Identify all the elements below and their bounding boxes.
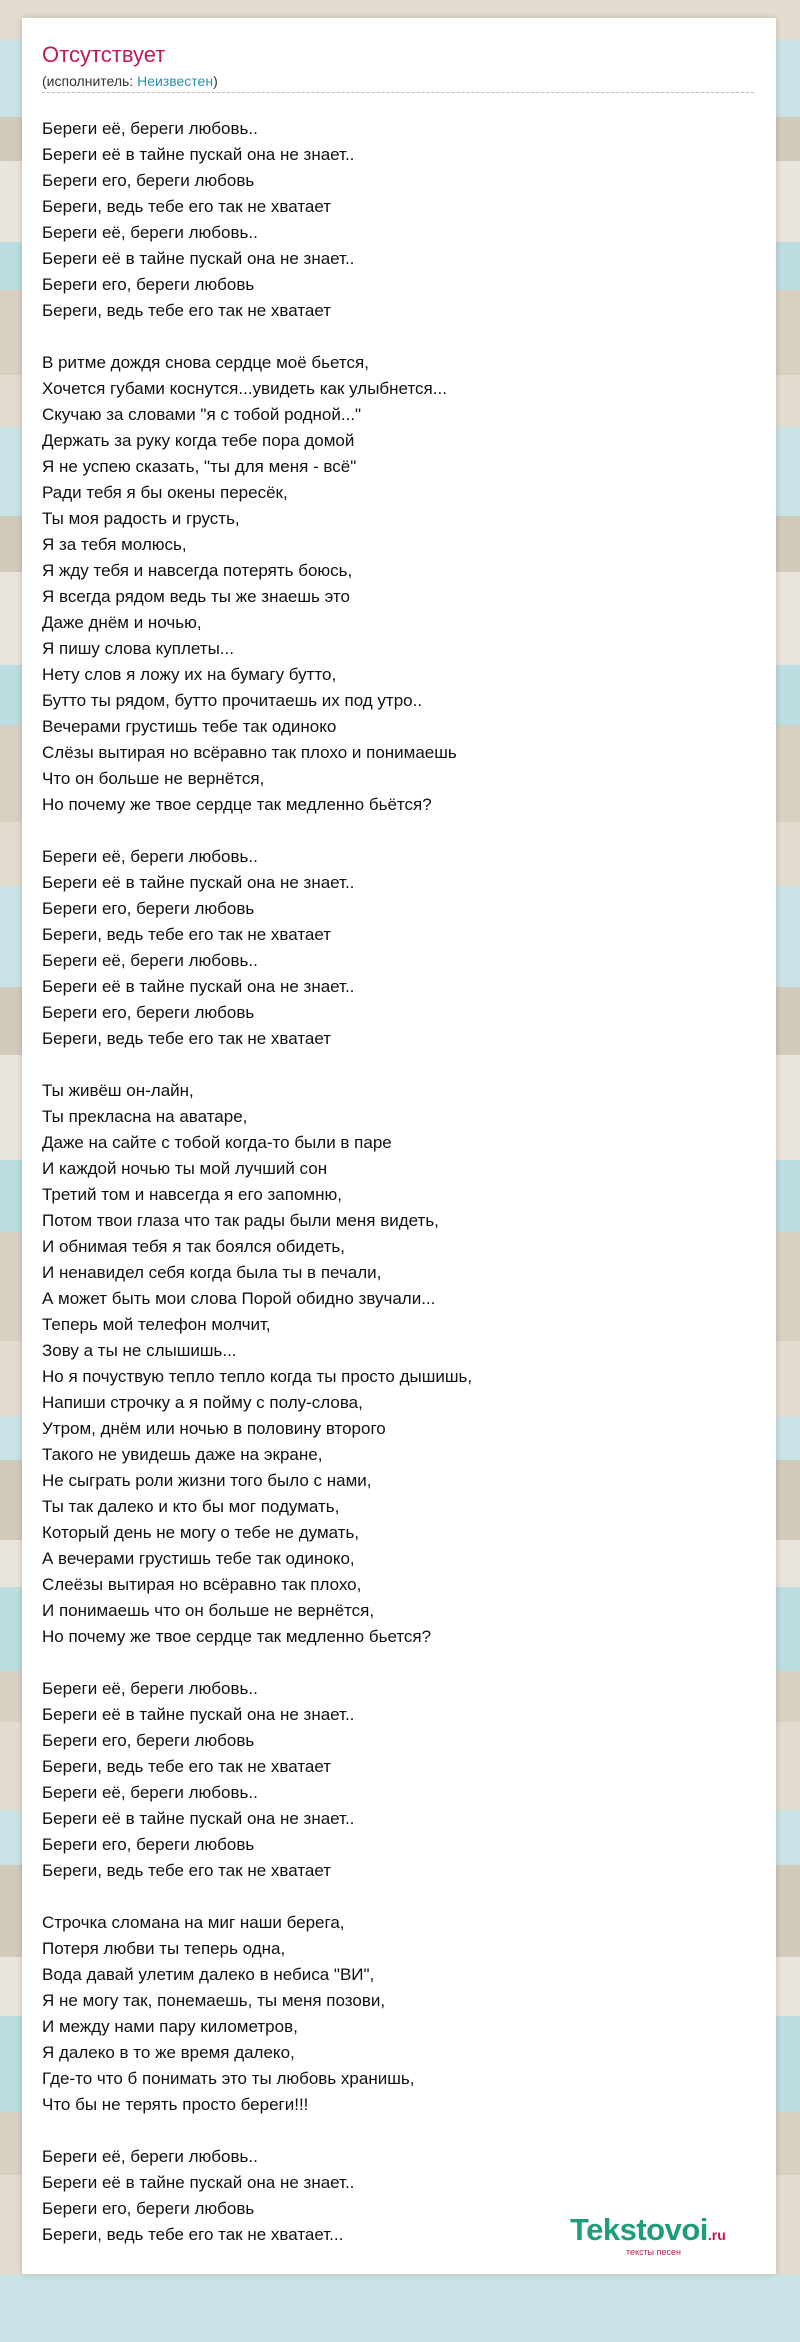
lyric-line: Но почему же твое сердце так медленно бьется? [42,1627,432,1646]
lyric-line: Береги её, береги любовь.. [42,951,258,970]
site-logo[interactable] [570,2212,770,2262]
lyric-line: Утром, днём или ночью в половину второго [42,1419,386,1438]
lyric-line: Береги её в тайне пускай она не знает.. [42,145,355,164]
lyric-line: Береги его, береги любовь [42,275,255,294]
lyric-line: Держать за руку когда тебе пора домой [42,431,355,450]
lyrics-card [22,18,776,2274]
title-divider [42,92,754,93]
lyric-line: Ты прекласна на аватаре, [42,1107,248,1126]
logo-wordmark: Tekstovoi [570,2212,708,2247]
lyric-line: Береги её в тайне пускай она не знает.. [42,1705,355,1724]
lyric-line: Береги, ведь тебе его так не хватает [42,301,332,320]
logo-tld: .ru [707,2227,726,2243]
song-title: Отсутствует [42,42,166,67]
lyric-line: Ради тебя я бы окены пересёк, [42,483,288,502]
lyrics-text [42,116,742,2248]
lyric-line: Слеёзы вытирая но всёравно так плохо, [42,1575,362,1594]
lyric-line: Ты моя радость и грусть, [42,509,240,528]
lyric-line: Береги её в тайне пускай она не знает.. [42,1809,355,1828]
lyric-line: Не сыграть роли жизни того было с нами, [42,1471,372,1490]
lyric-line: Я пишу слова куплеты... [42,639,234,658]
lyric-line: Береги её, береги любовь.. [42,1783,258,1802]
lyric-line: Вода давай улетим далеко в небиса "ВИ", [42,1965,375,1984]
lyric-line: Бутто ты рядом, бутто прочитаешь их под утро.. [42,691,423,710]
lyric-line: Береги, ведь тебе его так не хватает [42,197,332,216]
lyric-line: Нету слов я ложу их на бумагу бутто, [42,665,337,684]
lyric-line: Береги его, береги любовь [42,2199,255,2218]
lyric-line: Береги её в тайне пускай она не знает.. [42,873,355,892]
lyric-line: Но я почуствую тепло тепло когда ты просто дышишь, [42,1367,473,1386]
lyric-line: Береги её, береги любовь.. [42,119,258,138]
lyric-line: Я не могу так, понемаешь, ты меня позови, [42,1991,386,2010]
lyric-line: Я далеко в то же время далеко, [42,2043,295,2062]
lyric-line: А может быть мои слова Порой обидно звучали... [42,1289,436,1308]
lyric-line: Береги её в тайне пускай она не знает.. [42,977,355,996]
lyric-line: Даже днём и ночью, [42,613,202,632]
lyric-line: Третий том и навсегда я его запомню, [42,1185,342,1204]
lyric-line: Береги его, береги любовь [42,1731,255,1750]
lyric-line: И между нами пару километров, [42,2017,298,2036]
lyric-line: Береги его, береги любовь [42,899,255,918]
lyric-line: Потом твои глаза что так рады были меня видеть, [42,1211,439,1230]
lyric-line: Что он больше не вернётся, [42,769,265,788]
lyric-line: Береги, ведь тебе его так не хватает [42,1861,332,1880]
lyric-line: Береги её, береги любовь.. [42,847,258,866]
stanza [42,1078,742,1650]
lyric-line: Зову а ты не слышишь... [42,1341,237,1360]
lyric-line: Береги её, береги любовь.. [42,1679,258,1698]
lyric-line: Береги его, береги любовь [42,171,255,190]
lyric-line: Ты так далеко и кто бы мог подумать, [42,1497,340,1516]
lyric-line: В ритме дождя снова сердце моё бьется, [42,353,369,372]
lyric-line: Строчка сломана на миг наши берега, [42,1913,345,1932]
lyric-line: Слёзы вытирая но всёравно так плохо и понимаешь [42,743,457,762]
lyric-line: Береги его, береги любовь [42,1003,255,1022]
stanza [42,116,742,324]
lyric-line: Береги, ведь тебе его так не хватает... [42,2225,344,2244]
lyric-line: Потеря любви ты теперь одна, [42,1939,286,1958]
lyric-line: Я жду тебя и навсегда потерять боюсь, [42,561,353,580]
lyric-line: Напиши строчку а я пойму с полу-слова, [42,1393,363,1412]
lyric-line: Что бы не терять просто береги!!! [42,2095,309,2114]
stanza [42,1676,742,1884]
lyric-line: Который день не могу о тебе не думать, [42,1523,360,1542]
lyric-line: Вечерами грустишь тебе так одиноко [42,717,337,736]
lyric-line: Береги её в тайне пускай она не знает.. [42,249,355,268]
stanza [42,844,742,1052]
lyric-line: Скучаю за словами "я с тобой родной..." [42,405,362,424]
lyric-line: Береги её, береги любовь.. [42,2147,258,2166]
lyric-line: Где-то что б понимать это ты любовь хранишь, [42,2069,415,2088]
artist-link[interactable]: Неизвестен [137,73,214,89]
lyric-line: Ты живёш он-лайн, [42,1081,194,1100]
lyric-line: И понимаешь что он больше не вернётся, [42,1601,375,1620]
lyric-line: Береги его, береги любовь [42,1835,255,1854]
lyric-line: Такого не увидешь даже на экране, [42,1445,323,1464]
lyric-line: Я не успею сказать, "ты для меня - всё" [42,457,357,476]
artist-suffix: ) [213,73,218,89]
lyric-line: Береги, ведь тебе его так не хватает [42,925,332,944]
lyric-line: Береги, ведь тебе его так не хватает [42,1029,332,1048]
lyric-line: Береги, ведь тебе его так не хватает [42,1757,332,1776]
lyric-line: Я за тебя молюсь, [42,535,187,554]
stanza [42,1910,742,2118]
lyric-line: Но почему же твое сердце так медленно бьётся? [42,795,432,814]
logo-tagline: тексты песен [626,2247,682,2257]
lyric-line: Береги её в тайне пускай она не знает.. [42,2173,355,2192]
lyric-line: И обнимая тебя я так боялся обидеть, [42,1237,345,1256]
lyric-line: И ненавидел себя когда была ты в печали, [42,1263,382,1282]
artist-line [42,73,218,89]
stanza [42,350,742,818]
lyric-line: Даже на сайте с тобой когда-то были в паре [42,1133,392,1152]
lyric-line: Я всегда рядом ведь ты же знаешь это [42,587,350,606]
artist-prefix: (исполнитель: [42,73,138,89]
lyric-line: Хочется губами коснутся...увидеть как улыбнется... [42,379,447,398]
lyric-line: Береги её, береги любовь.. [42,223,258,242]
lyric-line: И каждой ночью ты мой лучший сон [42,1159,328,1178]
lyric-line: А вечерами грустишь тебе так одиноко, [42,1549,355,1568]
lyric-line: Теперь мой телефон молчит, [42,1315,271,1334]
